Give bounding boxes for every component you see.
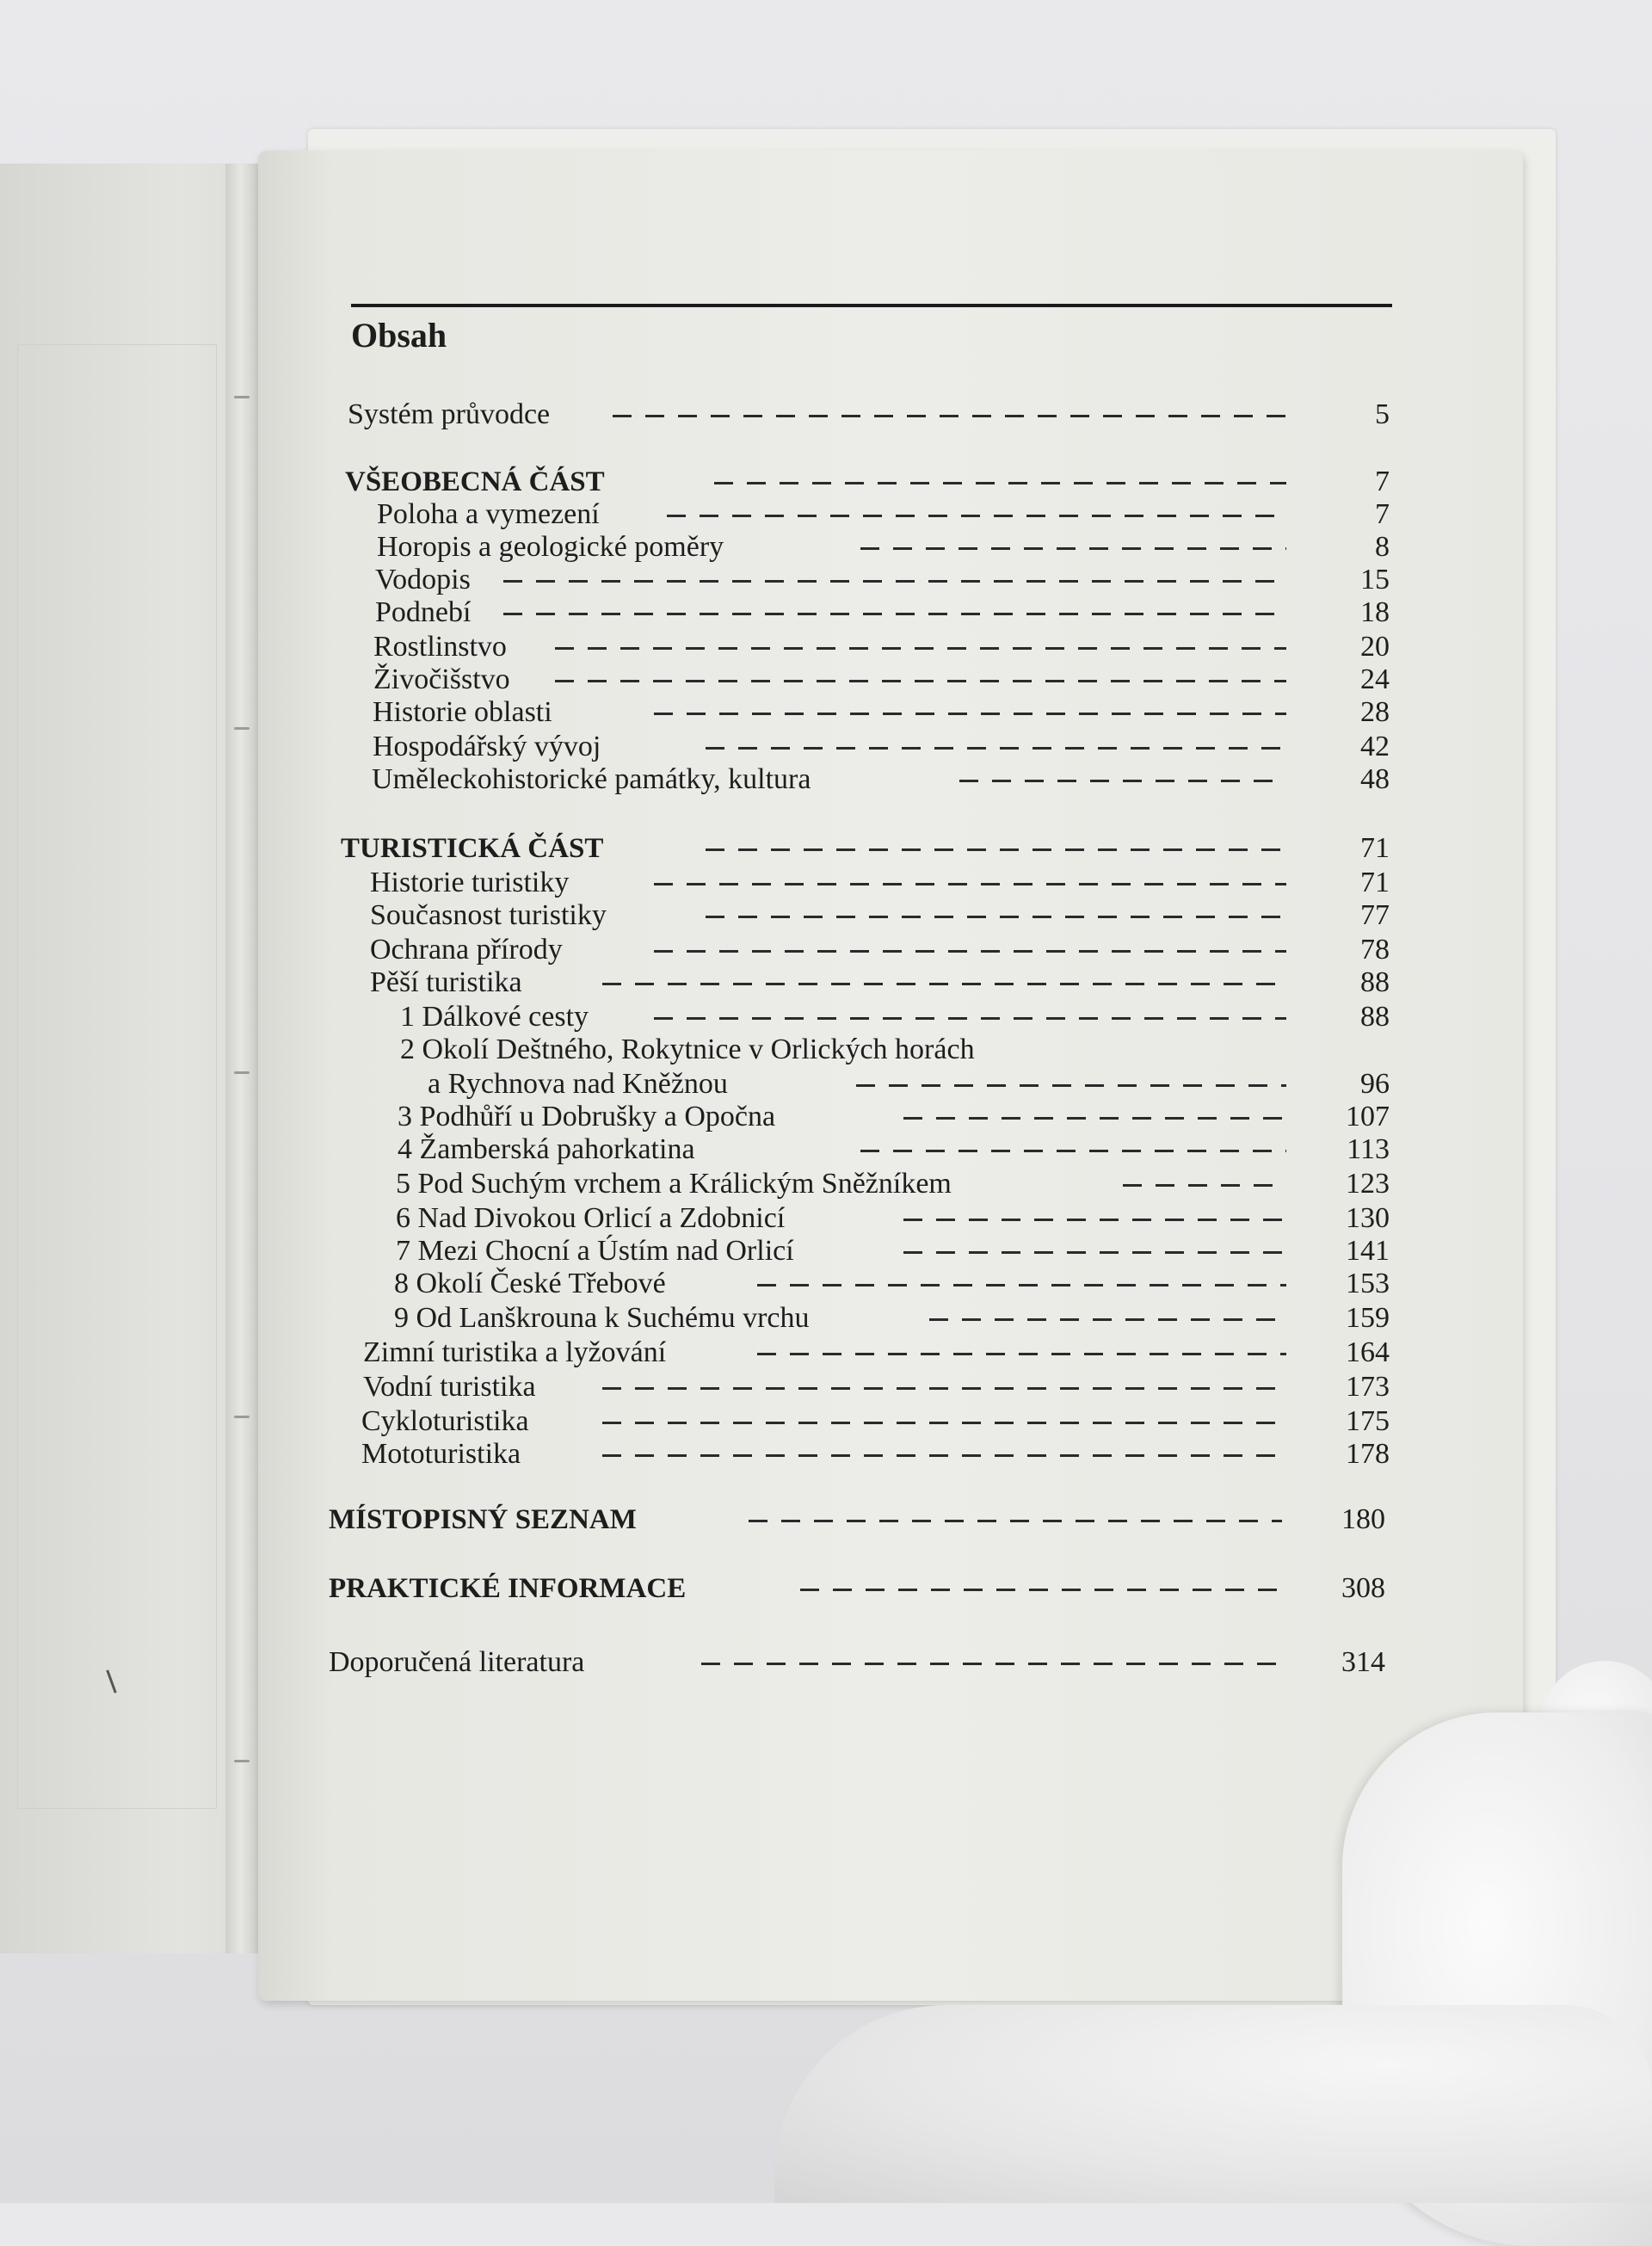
toc-entry [0, 1404, 1652, 1439]
toc-entry-page-number: 314 [1341, 1646, 1385, 1678]
toc-leader-dashes [503, 613, 1286, 615]
toc-leader-dashes [701, 1663, 1282, 1665]
toc-leader-dashes [654, 713, 1286, 715]
toc-entry-page-number: 15 [1360, 564, 1390, 595]
toc-leader-dashes [602, 1454, 1286, 1457]
toc-leader-dashes [613, 415, 1286, 417]
toc-leader-dashes [654, 1017, 1286, 1020]
toc-entry-label: Současnost turistiky [370, 899, 607, 931]
toc-entry [0, 831, 1652, 866]
toc-entry [0, 1267, 1652, 1301]
toc-entry-label: 8 Okolí České Třebové [394, 1268, 666, 1299]
toc-entry-page-number: 180 [1341, 1503, 1385, 1535]
toc-entry-page-number: 48 [1360, 763, 1390, 795]
toc-entry-page-number: 96 [1360, 1068, 1390, 1100]
toc-leader-dashes [903, 1219, 1286, 1221]
toc-entry-label: Systém průvodce [348, 398, 551, 430]
toc-entry-page-number: 88 [1360, 966, 1390, 998]
toc-entry-label: a Rychnova nad Kněžnou [428, 1068, 728, 1100]
toc-entry-label: Mototuristika [361, 1438, 521, 1470]
toc-entry [0, 1301, 1652, 1336]
toc-leader-dashes [757, 1353, 1286, 1355]
toc-entry-label: Vodní turistika [363, 1371, 536, 1403]
toc-entry [0, 866, 1652, 900]
toc-leader-dashes [654, 950, 1286, 953]
toc-entry [0, 1132, 1652, 1167]
toc-entry [0, 1033, 1652, 1067]
toc-entry [0, 1336, 1652, 1370]
toc-entry [0, 398, 1652, 432]
toc-entry [0, 933, 1652, 967]
toc-leader-dashes [749, 1520, 1282, 1522]
toc-entry-label: Uměleckohistorické památky, kultura [372, 763, 811, 795]
toc-entry-page-number: 130 [1346, 1202, 1390, 1234]
toc-entry-page-number: 77 [1360, 899, 1390, 931]
toc-entry [0, 465, 1652, 499]
toc-entry [0, 595, 1652, 630]
toc-entry-page-number: 153 [1346, 1268, 1390, 1299]
toc-entry [0, 497, 1652, 532]
toc-entry-page-number: 78 [1360, 934, 1390, 966]
toc-leader-dashes [555, 647, 1286, 650]
toc-entry-page-number: 308 [1341, 1572, 1385, 1604]
toc-entry-label: Ochrana přírody [370, 934, 563, 966]
toc-entry-page-number: 71 [1360, 832, 1390, 864]
toc-leader-dashes [667, 515, 1286, 517]
toc-entry [0, 1100, 1652, 1134]
toc-entry [0, 1234, 1652, 1268]
toc-entry-page-number: 5 [1375, 398, 1390, 430]
toc-leader-dashes [714, 482, 1286, 484]
toc-entry-page-number: 164 [1346, 1336, 1390, 1368]
toc-entry-page-number: 123 [1346, 1168, 1390, 1200]
toc-entry [0, 898, 1652, 933]
toc-entry [0, 663, 1652, 697]
toc-entry-label: 2 Okolí Deštného, Rokytnice v Orlických horách [400, 1034, 975, 1065]
toc-entry-page-number: 159 [1346, 1302, 1390, 1334]
toc-entry-label: VŠEOBECNÁ ČÁST [345, 466, 605, 497]
toc-entry-page-number: 20 [1360, 631, 1390, 663]
toc-entry-page-number: 28 [1360, 696, 1390, 728]
toc-entry [0, 1000, 1652, 1034]
toc-entry-label: TURISTICKÁ ČÁST [341, 833, 604, 864]
toc-entry-label: Podnebí [375, 596, 472, 628]
toc-leader-dashes [860, 1150, 1286, 1152]
toc-entry-page-number: 178 [1346, 1438, 1390, 1470]
toc-entry-page-number: 42 [1360, 731, 1390, 762]
toc-entry-label: Historie oblasti [373, 696, 552, 728]
toc-leader-dashes [860, 547, 1286, 550]
toc-entry [0, 1201, 1652, 1236]
toc-entry [0, 530, 1652, 565]
toc-entry-label: Doporučená literatura [329, 1646, 585, 1678]
toc-entry [0, 630, 1652, 664]
toc-entry-label: Rostlinstvo [373, 631, 507, 663]
toc-entry [0, 762, 1652, 797]
toc-entry [0, 1571, 1652, 1606]
toc-leader-dashes [503, 580, 1286, 583]
toc-entry-label: MÍSTOPISNÝ SEZNAM [329, 1504, 637, 1535]
toc-entry-page-number: 18 [1360, 596, 1390, 628]
toc-entry-label: 3 Podhůří u Dobrušky a Opočna [398, 1101, 776, 1132]
toc-entry [0, 1437, 1652, 1472]
toc-entry-label: Pěší turistika [370, 966, 522, 998]
toc-leader-dashes [929, 1318, 1286, 1321]
toc-leader-dashes [800, 1589, 1282, 1591]
toc-entry-label: Horopis a geologické poměry [377, 531, 724, 563]
toc-leader-dashes [555, 680, 1286, 682]
toc-entry-page-number: 113 [1347, 1133, 1390, 1165]
toc-entry-page-number: 107 [1346, 1101, 1390, 1132]
toc-entry [0, 563, 1652, 597]
toc-entry [0, 1167, 1652, 1201]
toc-entry [0, 966, 1652, 1000]
toc-entry-label: 5 Pod Suchým vrchem a Králickým Sněžníkem [396, 1168, 952, 1200]
toc-entry-page-number: 7 [1375, 466, 1390, 497]
toc-entry-label: 4 Žamberská pahorkatina [398, 1133, 695, 1165]
toc-entry [0, 1502, 1652, 1537]
toc-entry [0, 695, 1652, 730]
toc-entry [0, 1370, 1652, 1404]
toc-leader-dashes [1123, 1184, 1286, 1187]
page-title: Obsah [351, 316, 447, 355]
toc-leader-dashes [602, 1387, 1286, 1390]
toc-leader-dashes [654, 883, 1286, 885]
toc-leader-dashes [959, 780, 1286, 782]
toc-entry-label: Historie turistiky [370, 867, 570, 898]
toc-leader-dashes [856, 1084, 1286, 1087]
toc-entry-label: 9 Od Lanškrouna k Suchému vrchu [394, 1302, 810, 1334]
stitch [234, 1760, 250, 1762]
toc-leader-dashes [706, 848, 1286, 851]
toc-entry-label: Poloha a vymezení [377, 498, 600, 530]
heading-rule [351, 304, 1392, 307]
toc-entry-page-number: 173 [1346, 1371, 1390, 1403]
toc-entry-page-number: 71 [1360, 867, 1390, 898]
toc-entry-page-number: 8 [1375, 531, 1390, 563]
toc-entry-page-number: 7 [1375, 498, 1390, 530]
toc-entry-label: Zimní turistika a lyžování [363, 1336, 667, 1368]
toc-entry [0, 1067, 1652, 1101]
toc-entry-label: Hospodářský vývoj [373, 731, 601, 762]
toc-entry-label: 6 Nad Divokou Orlicí a Zdobnicí [396, 1202, 786, 1234]
toc-entry-label: Cykloturistika [361, 1405, 529, 1437]
toc-entry [0, 730, 1652, 764]
toc-leader-dashes [757, 1284, 1286, 1287]
toc-entry-page-number: 88 [1360, 1001, 1390, 1033]
toc-leader-dashes [903, 1117, 1286, 1120]
toc-leader-dashes [903, 1251, 1286, 1254]
toc-leader-dashes [706, 747, 1286, 750]
toc-entry [0, 1645, 1652, 1680]
toc-entry-page-number: 141 [1346, 1235, 1390, 1267]
toc-entry-label: PRAKTICKÉ INFORMACE [329, 1573, 687, 1604]
toc-entry-page-number: 175 [1346, 1405, 1390, 1437]
toc-entry-label: Živočišstvo [373, 663, 510, 695]
glove-fingers [774, 2005, 1652, 2203]
toc-entry-label: 7 Mezi Chocní a Ústím nad Orlicí [396, 1235, 794, 1267]
toc-entry-label: Vodopis [375, 564, 471, 595]
toc-entry-page-number: 24 [1360, 663, 1390, 695]
toc-entry-label: 1 Dálkové cesty [400, 1001, 589, 1033]
toc-leader-dashes [602, 1422, 1286, 1424]
toc-leader-dashes [706, 916, 1286, 918]
toc-leader-dashes [602, 983, 1286, 985]
